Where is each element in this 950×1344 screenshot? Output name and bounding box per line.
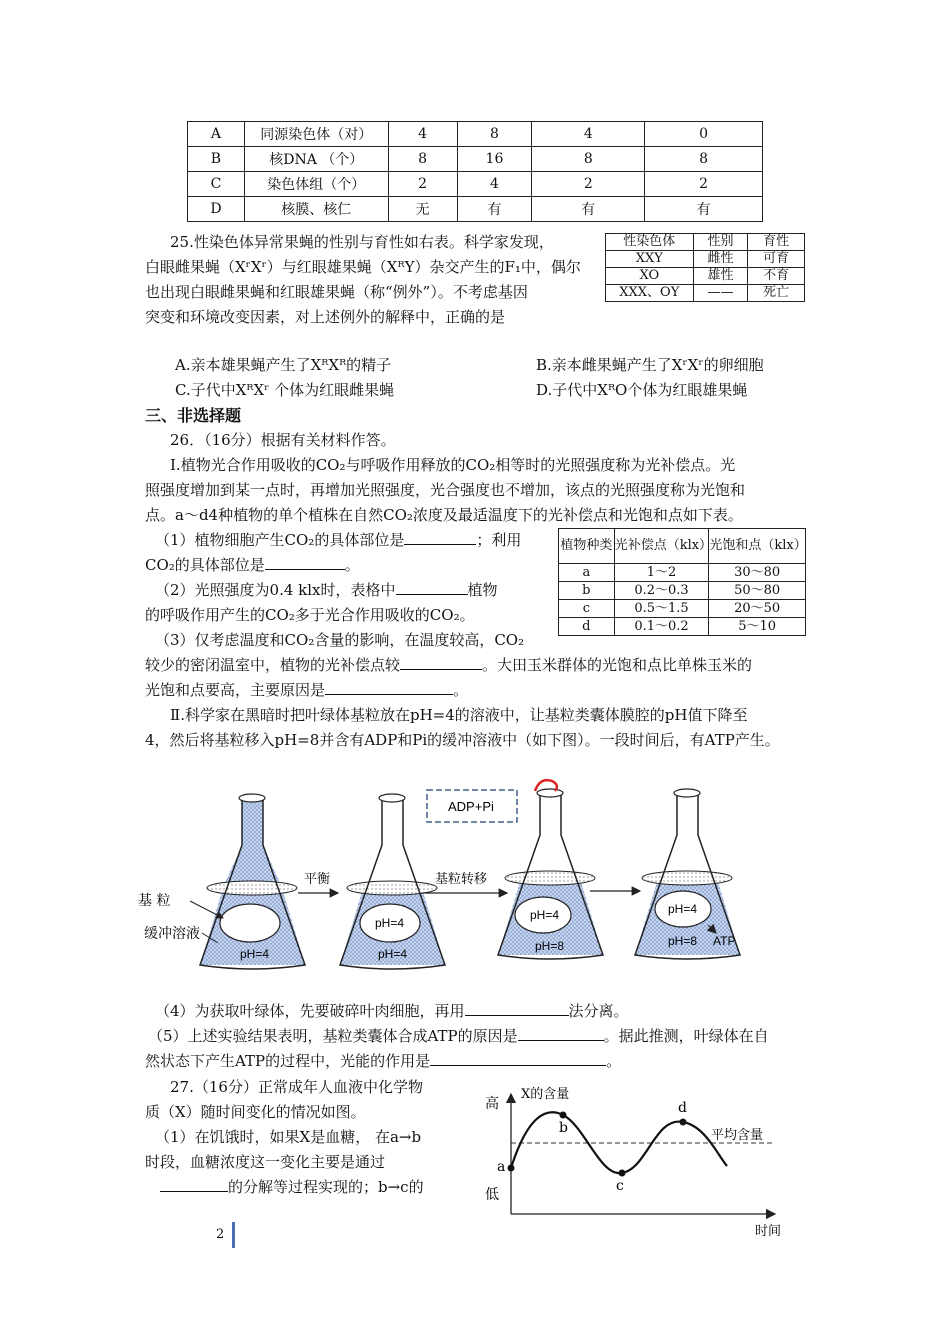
table-b-row [606,285,805,302]
table-a-row [188,122,763,147]
q26-intro: 26．（16分）根据有关材料作答。 [170,431,396,449]
table-a-cell: 4 [388,122,457,147]
answer-blank[interactable] [160,1177,228,1192]
q26-sub5-line1: （5）上述实验结果表明，基粒类囊体合成ATP的原因是 。据此推测，叶绿体在自 [148,1027,769,1045]
table-c-cell: 1～2 [614,564,709,582]
table-a [187,121,763,222]
table-a-cell: A [188,122,245,147]
table-a-cell: 同源染色体（对） [244,122,388,147]
table-c-cell: c [559,600,615,618]
table-a-cell: 2 [645,172,763,197]
answer-blank[interactable] [465,1001,569,1016]
granum-label: 基 粒 [138,893,171,909]
table-b-cell: —— [693,285,748,302]
table-a-cell: 2 [388,172,457,197]
table-b-cell: 雌性 [693,251,748,268]
label-a: a [497,1159,506,1175]
q25-option-a: A.亲本雄果蝇产生了XᴿXᴿ的精子 [175,356,392,374]
table-a-cell: 4 [457,172,532,197]
q26-sub3-line3: 光饱和点要高，主要原因是 。 [145,681,469,699]
table-b-cell: XO [606,268,694,285]
point-b [560,1112,567,1119]
flask-4 [635,789,740,959]
q26-para1-line2: 照强度增加到某一点时，再增加光照强度，光合强度也不增加，该点的光照强度称为光饱和 [145,481,746,499]
table-a-cell: 8 [457,122,532,147]
q26-sub5-line2: 然状态下产生ATP的过程中，光能的作用是 。 [145,1052,622,1070]
flask-4-inner-ph: pH=4 [668,902,698,916]
flask-2-inner-ph: pH=4 [375,916,405,930]
q26-sub2-line1: （2）光照强度为0.4 klx时，表格中 植物 [155,581,498,599]
page-number-bar [232,1222,235,1248]
flask-3-ph: pH=8 [535,939,565,953]
flask-1-ph: pH=4 [240,947,270,961]
table-a-row [188,172,763,197]
table-c-header-cell: 植物种类 [559,529,615,564]
table-b-header-cell: 育性 [748,234,805,251]
table-b-header [606,234,805,251]
table-a-cell: 16 [457,147,532,172]
q25-line3: 也出现白眼雌果蝇和红眼雄果蝇（称“例外”）。不考虑基因 [145,283,528,301]
flask-3-inner-ph: pH=4 [530,908,560,922]
q26-sub3-line2: 较少的密闭温室中，植物的光补偿点较 。大田玉米群体的光饱和点比单株玉米的 [145,656,753,674]
table-a-cell: 无 [388,197,457,222]
average-label: 平均含量 [711,1128,764,1143]
table-c [558,528,806,636]
answer-blank[interactable] [396,580,468,595]
table-a-cell: B [188,147,245,172]
answer-blank[interactable] [265,555,345,570]
answer-blank[interactable] [518,1026,604,1041]
table-b-header-cell: 性别 [693,234,748,251]
table-b-cell: XXX、OY [606,285,694,302]
table-a-cell: 4 [532,122,645,147]
table-a-cell: 8 [388,147,457,172]
q26-para1-line1: Ⅰ.植物光合作用吸收的CO₂与呼吸作用释放的CO₂相等时的光照强度称为光补偿点。光 [170,456,736,474]
table-c-cell: 0.1～0.2 [614,618,709,636]
point-d [680,1119,687,1126]
table-a-cell: 2 [532,172,645,197]
arrow-equilibrium-label: 平衡 [304,872,331,887]
q26-sub2-line2: 的呼吸作用产生的CO₂多于光合作用吸收的CO₂。 [145,606,475,624]
table-c-cell: 5～10 [709,618,806,636]
section-heading: 三、非选择题 [145,406,242,425]
table-a-cell: 有 [532,197,645,222]
q25-option-c: C.子代中XᴿXʳ 个体为红眼雌果蝇 [175,381,395,399]
table-a-cell: D [188,197,245,222]
atp-label: ATP [713,934,736,948]
table-a-cell: C [188,172,245,197]
table-a-row [188,197,763,222]
answer-blank[interactable] [325,680,453,695]
q25-option-b: B.亲本雌果蝇产生了XʳXʳ的卵细胞 [536,356,764,374]
y-high-label: 高 [485,1096,499,1112]
q26-para1-line3: 点。a～d4种植物的单个植株在自然CO₂浓度及最适温度下的光补偿点和光饱和点如下表。 [145,506,743,524]
table-c-cell: 30～80 [709,564,806,582]
point-a [508,1165,515,1172]
label-b: b [559,1120,568,1136]
table-b-cell: 不育 [748,268,805,285]
table-b-cell: 可育 [748,251,805,268]
table-c-row [559,582,806,600]
q26-sub1-line2: CO₂的具体部位是 。 [145,556,360,574]
arrow-transfer-label: 基粒转移 [435,872,488,887]
q27-line4: 时段，血糖浓度这一变化主要是通过 [145,1153,386,1171]
table-a-cell: 染色体组（个） [244,172,388,197]
q26-para2-line2: 4，然后将基粒移入pH=8并含有ADP和Pi的缓冲溶液中（如下图）。一段时间后，有ATP产生。 [145,731,780,749]
q26-sub3-line1: （3）仅考虑温度和CO₂含量的影响，在温度较高，CO₂ [155,631,525,649]
q27-line3: （1）在饥饿时，如果X是血糖， 在a→b [155,1128,422,1146]
q27-line2: 质（X）随时间变化的情况如图。 [145,1103,366,1121]
blood-x-graph [475,1082,805,1242]
answer-blank[interactable] [430,1051,606,1066]
q26-sub1-line1: （1）植物细胞产生CO₂的具体部位是 ；利用 [155,531,522,549]
table-b-cell: 死亡 [748,285,805,302]
table-c-header-cell: 光补偿点（klx） [614,529,709,564]
y-low-label: 低 [485,1187,499,1203]
table-a-cell: 8 [532,147,645,172]
buffer-label: 缓冲溶液 [144,926,200,942]
q25-option-d: D.子代中XᴿO个体为红眼雄果蝇 [536,381,748,399]
table-a-row [188,147,763,172]
table-a-cell: 有 [457,197,532,222]
table-c-row [559,618,806,636]
table-c-cell: a [559,564,615,582]
answer-blank[interactable] [400,655,482,670]
table-a-cell: 核膜、核仁 [244,197,388,222]
point-c [619,1170,626,1177]
table-b-row [606,268,805,285]
q27-line1: 27.（16分）正常成年人血液中化学物 [170,1078,423,1096]
table-a-cell: 0 [645,122,763,147]
table-c-row [559,600,806,618]
q26-sub4: （4）为获取叶绿体，先要破碎叶肉细胞，再用 法分离。 [155,1002,629,1020]
q26-para2-line1: Ⅱ.科学家在黑暗时把叶绿体基粒放在pH=4的溶液中，让基粒类囊体膜腔的pH值下降至 [170,706,748,724]
table-b-cell: 雄性 [693,268,748,285]
flask-1 [200,794,305,969]
answer-blank[interactable] [404,530,476,545]
table-c-cell: d [559,618,615,636]
table-c-header-cell: 光饱和点（klx） [709,529,806,564]
table-c-row [559,564,806,582]
label-c: c [616,1178,624,1194]
flask-4-ph: pH=8 [668,934,698,948]
table-a-cell: 8 [645,147,763,172]
table-a-cell: 有 [645,197,763,222]
granum-1 [220,904,280,942]
q25-line1: 25.性染色体异常果蝇的性别与育性如右表。科学家发现， [170,233,554,251]
table-b [605,233,805,302]
adp-label: ADP+Pi [448,799,494,814]
table-c-header [559,529,806,564]
flask-diagram [130,775,830,975]
y-axis-title: X的含量 [521,1087,570,1102]
table-c-cell: 20～50 [709,600,806,618]
q25-line2: 白眼雌果蝇（XʳXʳ）与红眼雄果蝇（XᴿY）杂交产生的F₁中，偶尔 [145,258,581,276]
table-c-cell: 0.2～0.3 [614,582,709,600]
table-b-header-cell: 性染色体 [606,234,694,251]
page-number: 2 [216,1227,225,1242]
table-a-cell: 核DNA （个） [244,147,388,172]
table-c-cell: 0.5～1.5 [614,600,709,618]
table-c-cell: 50～80 [709,582,806,600]
table-b-cell: XXY [606,251,694,268]
x-axis-title: 时间 [755,1224,782,1239]
q25-line4: 突变和环境改变因素，对上述例外的解释中，正确的是 [145,308,506,326]
q27-line5: 的分解等过程实现的；b→c的 [160,1176,424,1197]
label-d: d [678,1100,687,1116]
table-b-row [606,251,805,268]
table-c-cell: b [559,582,615,600]
flask-2-ph: pH=4 [378,947,408,961]
